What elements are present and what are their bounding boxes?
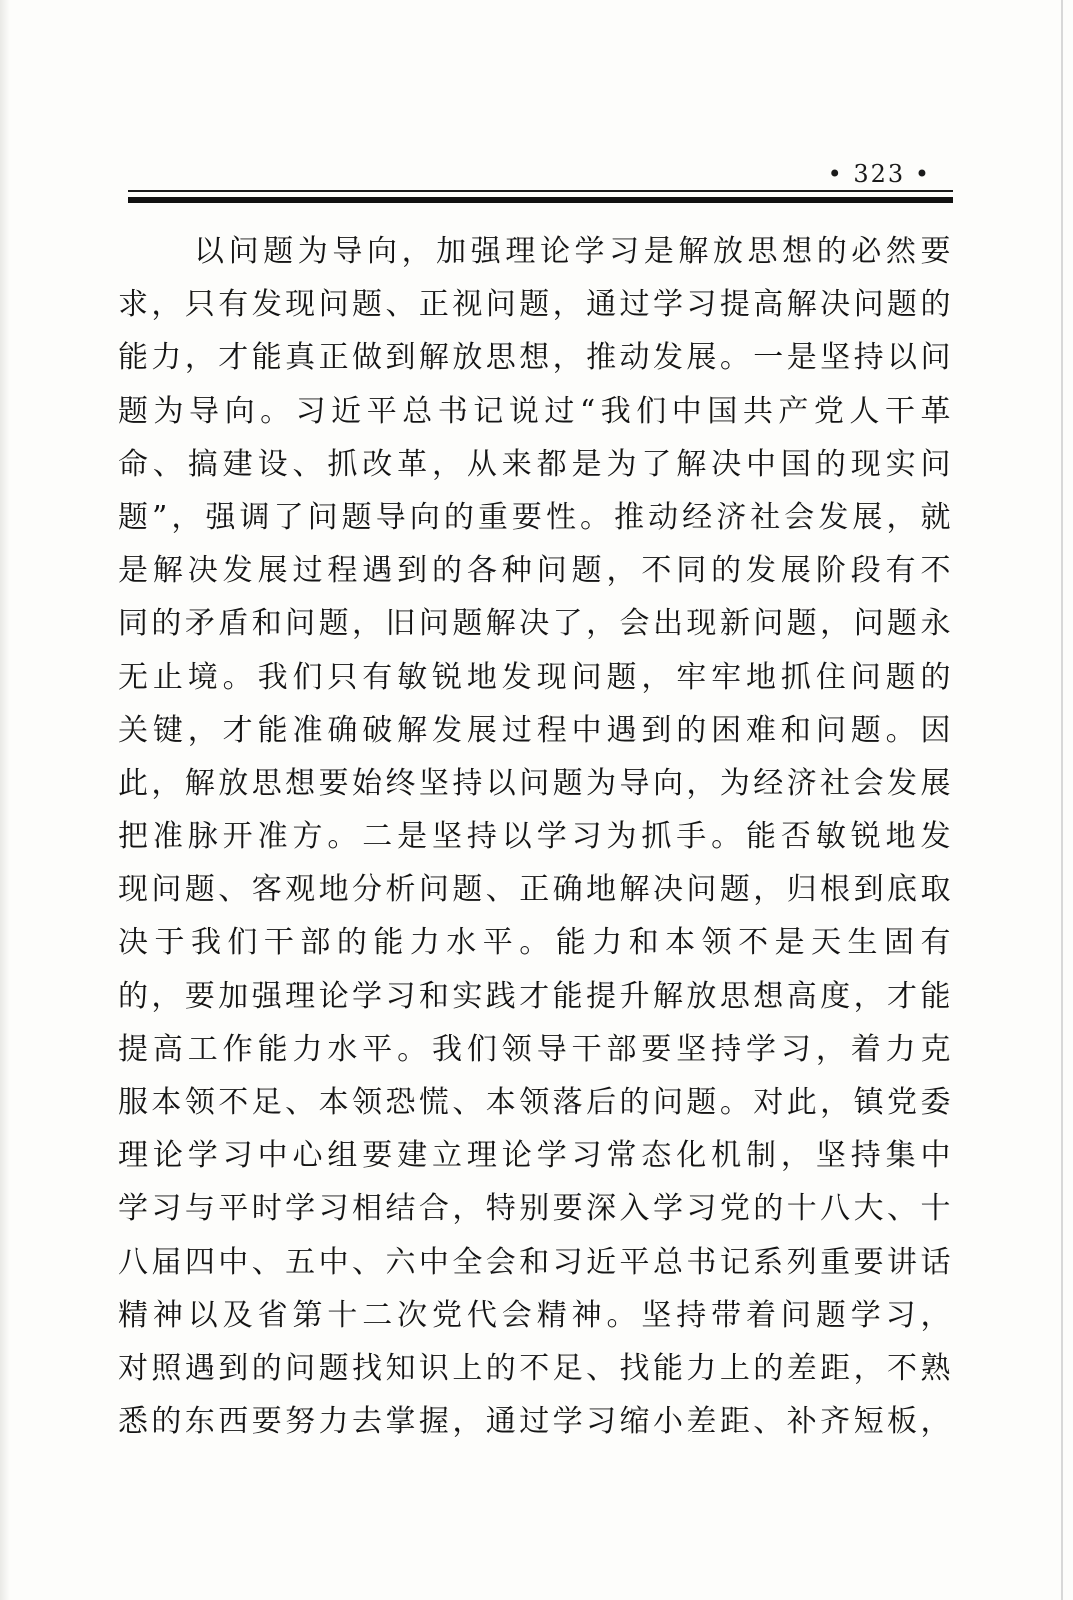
scan-right-gutter <box>1061 0 1063 1600</box>
text-line: 的，要加强理论学习和实践才能提升解放思想高度，才能 <box>118 978 951 1014</box>
body-text <box>118 225 951 1448</box>
text-line: 悉的东西要努力去掌握，通过学习缩小差距、补齐短板， <box>118 1404 951 1440</box>
text-line: 以问题为导向，加强理论学习是解放思想的必然要 <box>194 234 951 269</box>
text-line: 服本领不足、本领恐慌、本领落后的问题。对此，镇党委 <box>118 1085 951 1120</box>
text-line: 无止境。我们只有敏锐地发现问题，牢牢地抓住问题的 <box>118 659 951 695</box>
text-line: 对照遇到的问题找知识上的不足、找能力上的差距，不熟 <box>118 1350 951 1386</box>
page-header <box>128 150 953 210</box>
text-line: 能力，才能真正做到解放思想，推动发展。一是坚持以问 <box>118 340 951 376</box>
text-line: 决于我们干部的能力水平。能力和本领不是天生固有 <box>118 925 951 961</box>
text-line: 此，解放思想要始终坚持以问题为导向，为经济社会发展 <box>118 765 951 801</box>
text-line: 求，只有发现问题、正视问题，通过学习提高解决问题的 <box>118 287 951 323</box>
text-line: 把准脉开准方。二是坚持以学习为抓手。能否敏锐地发 <box>118 819 951 855</box>
page-number: • 323 • <box>827 160 931 188</box>
header-rule-thick <box>128 197 953 203</box>
text-line: 题为导向。习近平总书记说过“我们中国共产党人干革 <box>118 393 951 429</box>
text-line: 同的矛盾和问题，旧问题解决了，会出现新问题，问题永 <box>118 606 951 642</box>
text-line: 命、搞建设、抓改革，从来都是为了解决中国的现实问 <box>118 446 951 482</box>
text-line: 现问题、客观地分析问题、正确地解决问题，归根到底取 <box>118 872 951 908</box>
text-line: 关键，才能准确破解发展过程中遇到的困难和问题。因 <box>118 712 951 748</box>
text-line: 提高工作能力水平。我们领导干部要坚持学习，着力克 <box>118 1031 951 1067</box>
text-line: 理论学习中心组要建立理论学习常态化机制，坚持集中 <box>118 1138 951 1174</box>
text-line: 题”，强调了问题导向的重要性。推动经济社会发展，就 <box>118 499 951 535</box>
header-rule-thin <box>128 190 953 192</box>
text-line: 精神以及省第十二次党代会精神。坚持带着问题学习， <box>118 1297 951 1333</box>
text-line: 学习与平时学习相结合，特别要深入学习党的十八大、十 <box>118 1191 951 1227</box>
text-line: 八届四中、五中、六中全会和习近平总书记系列重要讲话 <box>118 1244 951 1280</box>
scan-left-edge <box>0 0 10 1600</box>
text-line: 是解决发展过程遇到的各种问题，不同的发展阶段有不 <box>118 553 951 589</box>
